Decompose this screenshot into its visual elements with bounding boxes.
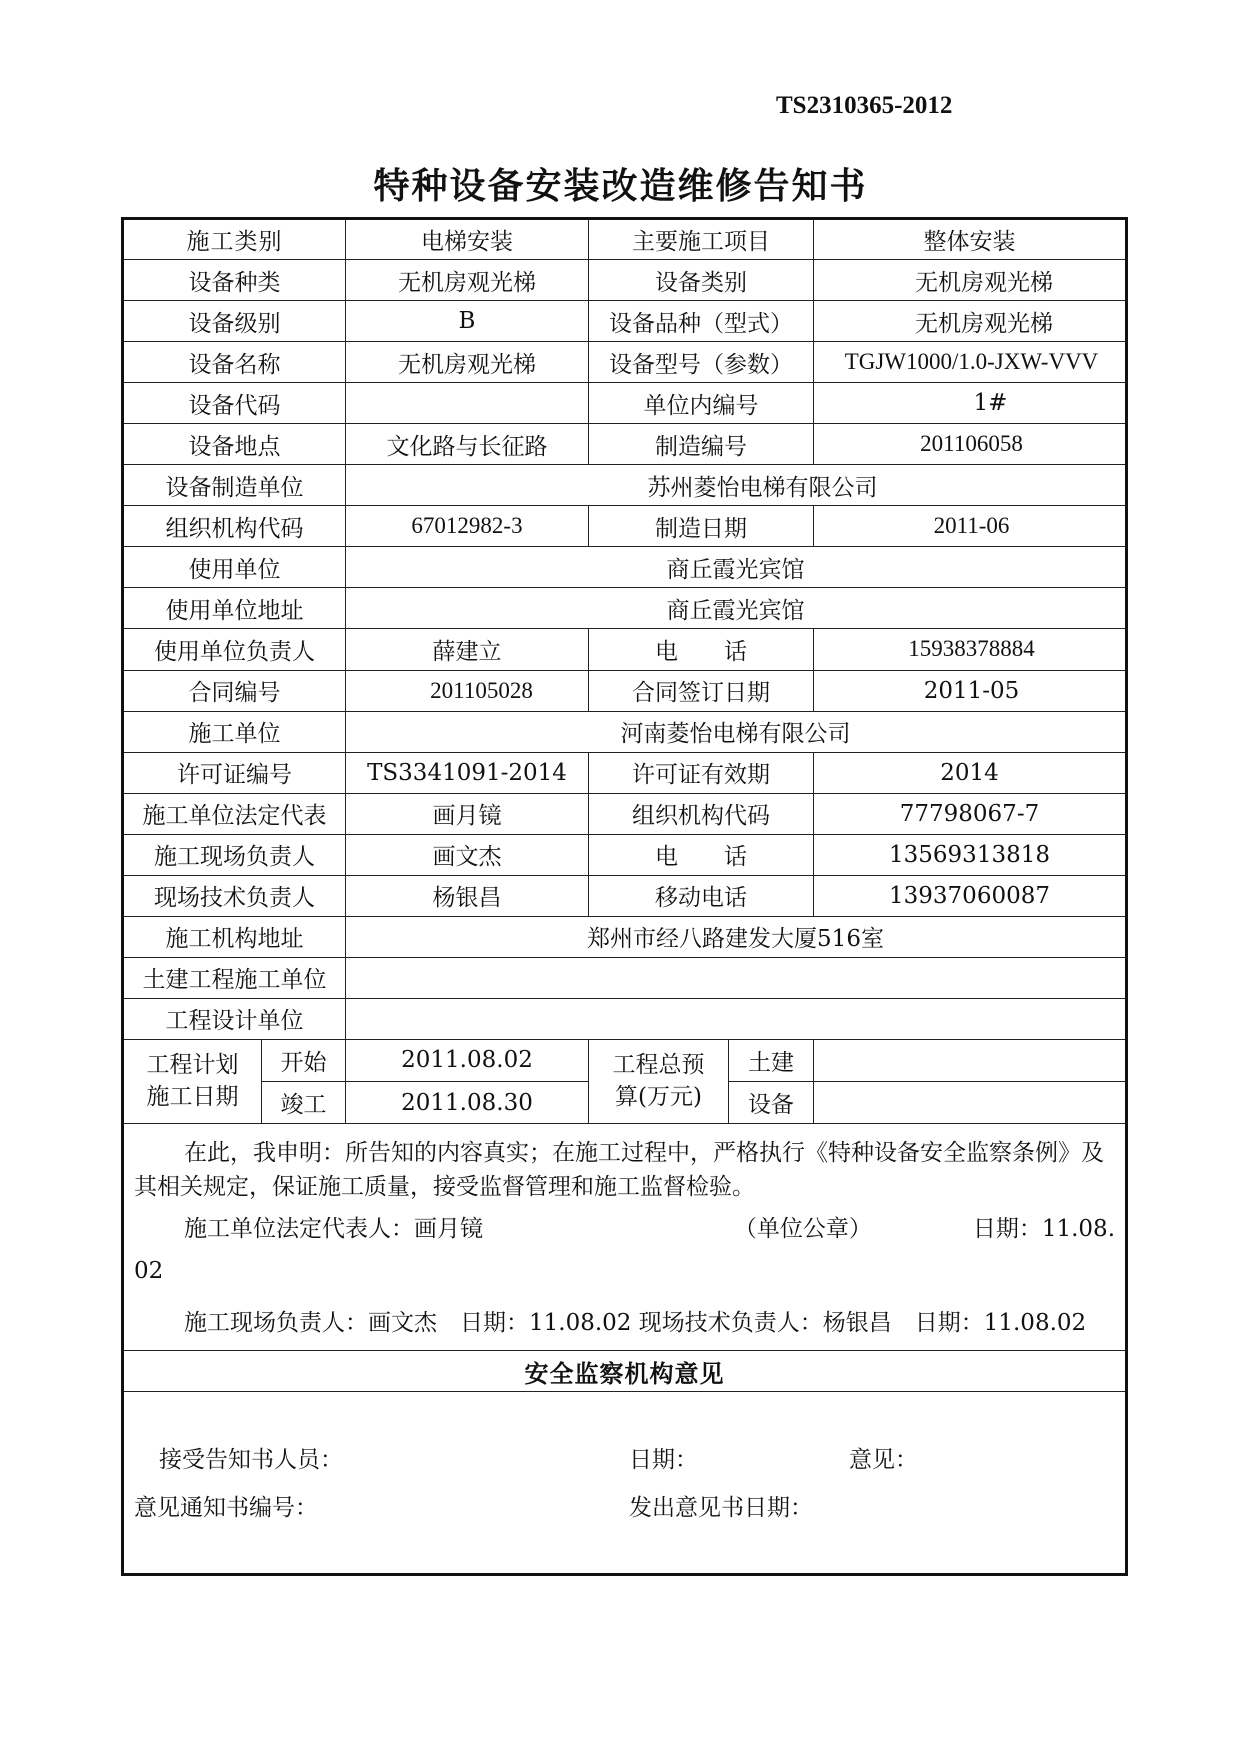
table-row — [123, 219, 1127, 260]
cell-value: 2011-06 — [814, 506, 1127, 547]
end-date: 2011.08.30 — [346, 1081, 589, 1123]
legal-rep-date-cont: 02 — [134, 1258, 164, 1285]
legal-rep: 施工单位法定代表人：画月镜 — [184, 1216, 483, 1243]
declaration-block — [123, 1124, 1127, 1351]
table-row — [123, 629, 1127, 670]
table-row — [123, 834, 1127, 875]
table-row — [123, 260, 1127, 301]
cell-label: 设备类别 — [589, 260, 814, 301]
cell-value: 无机房观光梯 — [346, 260, 589, 301]
plan-date-label-line2: 施工日期 — [146, 1084, 239, 1111]
cell-value: 13937060087 — [814, 875, 1127, 916]
cell-label: 施工单位 — [123, 711, 346, 752]
cell-label: 合同编号 — [123, 670, 346, 711]
company-seal: （单位公章） — [733, 1216, 872, 1243]
cell-label: 制造日期 — [589, 506, 814, 547]
cell-label: 施工单位法定代表 — [123, 793, 346, 834]
cell-value: 13569313818 — [814, 834, 1127, 875]
cell-label: 施工现场负责人 — [123, 834, 346, 875]
budget-label-line2: 算(万元) — [615, 1084, 702, 1111]
cell-label: 使用单位地址 — [123, 588, 346, 629]
plan-date-label — [123, 1039, 262, 1123]
date-label: 日期： — [629, 1447, 698, 1474]
table-row — [123, 1351, 1127, 1392]
table-row — [123, 752, 1127, 793]
cell-value: 苏州菱怡电梯有限公司 — [346, 465, 1127, 506]
cell-value: 画文杰 — [346, 834, 589, 875]
site-signatures: 施工现场负责人：画文杰 日期：11.08.02 现场技术负责人：杨银昌 日期：11.08.02 — [184, 1310, 1087, 1337]
cell-label: 制造编号 — [589, 424, 814, 465]
cell-label: 合同签订日期 — [589, 670, 814, 711]
start-date: 2011.08.02 — [346, 1039, 589, 1081]
cell-label: 设备名称 — [123, 342, 346, 383]
legal-rep-line — [134, 1212, 1115, 1246]
cell-label: 许可证有效期 — [589, 752, 814, 793]
cell-label: 许可证编号 — [123, 752, 346, 793]
cell-value: 薛建立 — [346, 629, 589, 670]
civil-value — [814, 1039, 1127, 1081]
end-label: 竣工 — [262, 1081, 346, 1123]
budget-label — [589, 1039, 729, 1123]
cell-label: 设备代码 — [123, 383, 346, 424]
table-row — [123, 957, 1127, 998]
cell-value: 画月镜 — [346, 793, 589, 834]
cell-label: 组织机构代码 — [123, 506, 346, 547]
cell-label: 组织机构代码 — [589, 793, 814, 834]
cell-value: 商丘霞光宾馆 — [346, 547, 1127, 588]
table-row — [123, 301, 1127, 342]
declaration-text: 在此，我申明：所告知的内容真实；在施工过程中，严格执行《特种设备安全监察条例》及其相关规定，保证施工质量，接受监督管理和施工监督检验。 — [134, 1140, 1104, 1201]
cell-label: 设备种类 — [123, 260, 346, 301]
cell-label: 施工类别 — [123, 219, 346, 260]
cell-value: 2011-05 — [814, 670, 1127, 711]
cell-label: 电 话 — [589, 834, 814, 875]
cell-value: B — [346, 301, 589, 342]
table-row — [123, 465, 1127, 506]
cell-value: 1# — [814, 383, 1127, 424]
notice-no-label: 意见通知书编号： — [134, 1495, 318, 1522]
receiver-label: 接受告知书人员： — [159, 1447, 343, 1474]
table-row — [123, 506, 1127, 547]
document-title: 特种设备安装改造维修告知书 — [373, 165, 868, 207]
table-row — [123, 588, 1127, 629]
start-label: 开始 — [262, 1039, 346, 1081]
civil-label: 土建 — [729, 1039, 814, 1081]
cell-value: TGJW1000/1.0-JXW-VVV — [814, 342, 1127, 383]
cell-value: 201106058 — [814, 424, 1127, 465]
cell-label: 单位内编号 — [589, 383, 814, 424]
table-row — [123, 875, 1127, 916]
document-code: TS2310365-2012 — [776, 92, 953, 119]
cell-value: 郑州市经八路建发大厦516室 — [346, 916, 1127, 957]
cell-label: 设备地点 — [123, 424, 346, 465]
table-row — [123, 916, 1127, 957]
cell-value: 商丘霞光宾馆 — [346, 588, 1127, 629]
cell-label: 使用单位 — [123, 547, 346, 588]
cell-label: 电 话 — [589, 629, 814, 670]
equip-value — [814, 1081, 1127, 1123]
table-row — [123, 711, 1127, 752]
cell-value: 77798067-7 — [814, 793, 1127, 834]
table-row — [123, 342, 1127, 383]
cell-label: 设备制造单位 — [123, 465, 346, 506]
cell-value: 电梯安装 — [346, 219, 589, 260]
table-row — [123, 1392, 1127, 1575]
table-row — [123, 1124, 1127, 1351]
table-row — [123, 1039, 1127, 1081]
table-row — [123, 670, 1127, 711]
cell-value: 201105028 — [346, 670, 589, 711]
cell-value: 无机房观光梯 — [346, 342, 589, 383]
cell-label: 工程设计单位 — [123, 998, 346, 1039]
cell-label: 施工机构地址 — [123, 916, 346, 957]
supervision-opinion-block — [123, 1392, 1127, 1575]
cell-value — [346, 998, 1127, 1039]
cell-value: 文化路与长征路 — [346, 424, 589, 465]
supervision-title: 安全监察机构意见 — [123, 1351, 1127, 1392]
cell-value: 无机房观光梯 — [814, 301, 1127, 342]
issue-date-label: 发出意见书日期： — [629, 1495, 813, 1522]
table-row — [123, 547, 1127, 588]
cell-label: 现场技术负责人 — [123, 875, 346, 916]
equip-label: 设备 — [729, 1081, 814, 1123]
table-row — [123, 383, 1127, 424]
table-row — [123, 998, 1127, 1039]
cell-label: 主要施工项目 — [589, 219, 814, 260]
cell-value: 杨银昌 — [346, 875, 589, 916]
cell-label: 移动电话 — [589, 875, 814, 916]
cell-value: 河南菱怡电梯有限公司 — [346, 711, 1127, 752]
table-row — [123, 793, 1127, 834]
cell-value: 67012982-3 — [346, 506, 589, 547]
cell-value — [346, 957, 1127, 998]
cell-value: 整体安装 — [814, 219, 1127, 260]
table-row — [123, 424, 1127, 465]
opinion-label: 意见： — [849, 1447, 918, 1474]
cell-label: 土建工程施工单位 — [123, 957, 346, 998]
cell-label: 使用单位负责人 — [123, 629, 346, 670]
budget-label-line1: 工程总预 — [612, 1052, 705, 1079]
cell-value: 2014 — [814, 752, 1127, 793]
notice-form-table — [121, 217, 1128, 1576]
cell-label: 设备级别 — [123, 301, 346, 342]
cell-value: TS3341091-2014 — [346, 752, 589, 793]
legal-rep-date: 日期：11.08. — [972, 1216, 1115, 1243]
cell-value — [346, 383, 589, 424]
cell-value: 15938378884 — [814, 629, 1127, 670]
plan-date-label-line1: 工程计划 — [146, 1052, 239, 1079]
cell-value: 无机房观光梯 — [814, 260, 1127, 301]
cell-label: 设备型号（参数） — [589, 342, 814, 383]
cell-label: 设备品种（型式） — [589, 301, 814, 342]
